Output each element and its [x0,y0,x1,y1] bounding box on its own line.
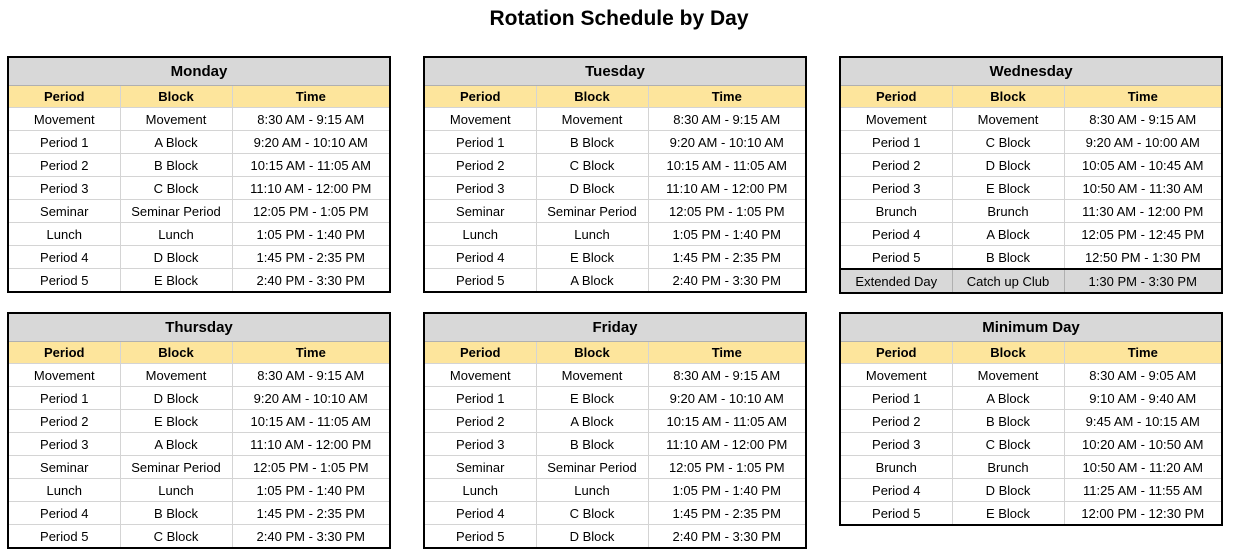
table-row [840,456,1222,479]
table-row [424,269,806,293]
day-title: Minimum Day [840,313,1222,342]
time-cell: 2:40 PM - 3:30 PM [672,272,781,288]
day-title: Thursday [8,313,390,342]
time-cell: 12:05 PM - 1:05 PM [232,456,390,479]
table-row [840,131,1222,154]
time-cell: 9:20 AM - 10:10 AM [648,131,806,154]
schedule-table-thursday [7,312,391,549]
block-cell: Movement [952,364,1064,387]
period-cell: Movement [840,364,952,387]
block-cell: C Block [120,177,232,200]
table-row [840,479,1222,502]
block-cell: Movement [952,108,1064,131]
block-cell: Catch up Club [952,269,1064,293]
table-row [840,223,1222,246]
period-cell: Seminar [424,456,536,479]
time-cell: 10:15 AM - 11:05 AM [648,410,806,433]
table-row [8,433,390,456]
period-cell: Period 5 [424,525,536,549]
table-row [424,200,806,223]
table-row [8,154,390,177]
table-row [8,502,390,525]
table-row [840,364,1222,387]
block-header: Block [952,86,1064,108]
period-header: Period [8,86,120,108]
block-header: Block [120,86,232,108]
block-cell: E Block [536,246,648,269]
block-cell: B Block [120,502,232,525]
time-cell: 1:05 PM - 1:40 PM [232,479,390,502]
block-cell: B Block [536,433,648,456]
period-cell: Period 1 [8,387,120,410]
block-cell: Seminar Period [120,200,232,223]
block-cell: Lunch [120,223,232,246]
period-cell: Period 5 [8,269,120,293]
block-cell: D Block [952,479,1064,502]
table-row [8,364,390,387]
period-cell: Period 2 [840,154,952,177]
table-row [424,246,806,269]
block-cell: Movement [536,108,648,131]
time-header: Time [232,342,390,364]
block-cell: B Block [952,246,1064,270]
block-cell: Lunch [120,479,232,502]
time-cell: 9:45 AM - 10:15 AM [1064,410,1222,433]
time-cell: 1:05 PM - 1:40 PM [648,479,806,502]
period-cell: Seminar [8,456,120,479]
time-cell: 11:10 AM - 12:00 PM [232,177,390,200]
time-cell: 9:20 AM - 10:10 AM [232,131,390,154]
block-cell: D Block [536,177,648,200]
time-cell: 1:05 PM - 1:40 PM [648,223,806,246]
table-row [8,131,390,154]
day-title: Wednesday [840,57,1222,86]
table-row [8,269,390,293]
period-cell: Period 1 [424,387,536,410]
period-cell: Period 3 [8,177,120,200]
block-cell: D Block [536,525,648,549]
table-row [8,246,390,269]
period-cell: Period 3 [424,177,536,200]
time-cell: 11:10 AM - 12:00 PM [648,433,806,456]
table-row [8,456,390,479]
block-header: Block [536,342,648,364]
block-cell: B Block [120,154,232,177]
table-row [424,364,806,387]
time-cell: 1:05 PM - 1:40 PM [232,223,390,246]
table-row [840,108,1222,131]
block-cell: D Block [120,387,232,410]
block-cell: Brunch [952,200,1064,223]
table-row [424,502,806,525]
time-header: Time [1064,86,1222,108]
period-cell: Lunch [424,223,536,246]
time-cell: 11:10 AM - 12:00 PM [232,433,390,456]
table-row [840,177,1222,200]
table-row [840,410,1222,433]
time-cell: 2:40 PM - 3:30 PM [256,272,365,288]
block-cell: D Block [952,154,1064,177]
period-cell: Period 5 [424,269,536,293]
table-row [840,433,1222,456]
period-cell: Lunch [8,479,120,502]
time-cell: 8:30 AM - 9:15 AM [648,108,806,131]
table-row [8,223,390,246]
table-row [424,410,806,433]
time-cell: 8:30 AM - 9:15 AM [232,108,390,131]
time-cell: 11:25 AM - 11:55 AM [1064,479,1222,502]
time-cell: 2:40 PM - 3:30 PM [256,528,365,544]
block-cell: C Block [952,131,1064,154]
time-cell: 1:30 PM - 3:30 PM [1064,269,1222,293]
column-headers [424,86,806,108]
block-cell: E Block [952,502,1064,526]
period-cell: Period 4 [424,502,536,525]
table-row [840,502,1222,526]
time-cell: 12:00 PM - 12:30 PM [1081,505,1205,521]
time-cell: 2:40 PM - 3:30 PM [672,528,781,544]
block-cell: A Block [536,410,648,433]
period-header: Period [424,86,536,108]
period-cell: Period 4 [8,502,120,525]
time-cell: 8:30 AM - 9:15 AM [232,364,390,387]
time-cell: 8:30 AM - 9:15 AM [648,364,806,387]
period-cell: Period 2 [8,410,120,433]
time-cell: 12:05 PM - 1:05 PM [232,200,390,223]
period-header: Period [840,342,952,364]
time-cell: 10:50 AM - 11:30 AM [1064,177,1222,200]
time-cell: 1:45 PM - 2:35 PM [232,502,390,525]
period-cell: Extended Day [840,269,952,293]
period-cell: Movement [424,364,536,387]
period-cell: Seminar [424,200,536,223]
block-cell: Lunch [536,479,648,502]
table-row [840,246,1222,270]
block-cell: A Block [952,223,1064,246]
table-row [424,223,806,246]
time-header: Time [648,342,806,364]
period-cell: Period 4 [840,479,952,502]
period-cell: Period 3 [8,433,120,456]
period-cell: Period 1 [840,387,952,410]
period-cell: Period 5 [840,502,952,526]
column-headers [840,342,1222,364]
period-cell: Period 2 [840,410,952,433]
period-cell: Period 2 [424,154,536,177]
table-row [8,108,390,131]
block-cell: E Block [536,387,648,410]
schedule-table-friday [423,312,807,549]
time-cell: 9:20 AM - 10:10 AM [648,387,806,410]
period-cell: Movement [8,364,120,387]
block-cell: B Block [536,131,648,154]
period-cell: Lunch [424,479,536,502]
column-headers [8,86,390,108]
time-cell: 12:05 PM - 12:45 PM [1064,223,1222,246]
table-row [8,525,390,549]
table-row [8,177,390,200]
time-cell: 10:50 AM - 11:20 AM [1064,456,1222,479]
time-cell: 12:05 PM - 1:05 PM [648,200,806,223]
period-cell: Period 5 [8,525,120,549]
schedule-table-monday [7,56,391,293]
period-cell: Period 4 [8,246,120,269]
table-row [840,387,1222,410]
time-cell: 10:05 AM - 10:45 AM [1064,154,1222,177]
block-cell: B Block [952,410,1064,433]
block-cell: A Block [536,269,648,293]
page-title: Rotation Schedule by Day [489,7,749,30]
time-cell: 9:20 AM - 10:10 AM [232,387,390,410]
period-cell: Brunch [840,200,952,223]
period-cell: Movement [840,108,952,131]
period-header: Period [424,342,536,364]
table-row [840,200,1222,223]
time-cell: 10:15 AM - 11:05 AM [232,154,390,177]
block-cell: Brunch [952,456,1064,479]
time-cell: 10:20 AM - 10:50 AM [1064,433,1222,456]
time-header: Time [648,86,806,108]
table-row [424,177,806,200]
column-headers [424,342,806,364]
block-cell: C Block [952,433,1064,456]
time-header: Time [232,86,390,108]
table-row [424,433,806,456]
block-cell: Movement [120,108,232,131]
time-cell: 10:15 AM - 11:05 AM [648,154,806,177]
period-cell: Period 4 [840,223,952,246]
schedule-table-minimum-day [839,312,1223,526]
block-cell: Seminar Period [536,456,648,479]
time-cell: 8:30 AM - 9:05 AM [1064,364,1222,387]
day-title: Friday [424,313,806,342]
table-row [424,479,806,502]
period-header: Period [8,342,120,364]
time-cell: 11:30 AM - 12:00 PM [1064,200,1222,223]
period-cell: Period 4 [424,246,536,269]
block-cell: Seminar Period [120,456,232,479]
schedule-table-wednesday [839,56,1223,294]
table-row [8,479,390,502]
block-cell: C Block [120,525,232,549]
time-cell: 8:30 AM - 9:15 AM [1064,108,1222,131]
period-cell: Period 1 [8,131,120,154]
block-cell: A Block [120,131,232,154]
block-header: Block [536,86,648,108]
block-cell: Lunch [536,223,648,246]
extended-day-row [840,269,1222,293]
block-cell: A Block [952,387,1064,410]
time-cell: 1:45 PM - 2:35 PM [232,246,390,269]
table-row [424,154,806,177]
time-cell: 12:05 PM - 1:05 PM [648,456,806,479]
column-headers [840,86,1222,108]
period-header: Period [840,86,952,108]
block-cell: A Block [120,433,232,456]
period-cell: Brunch [840,456,952,479]
period-cell: Lunch [8,223,120,246]
time-cell: 11:10 AM - 12:00 PM [648,177,806,200]
day-title: Monday [8,57,390,86]
column-headers [8,342,390,364]
table-row [424,387,806,410]
table-row [840,154,1222,177]
time-cell: 9:10 AM - 9:40 AM [1064,387,1222,410]
time-cell: 9:20 AM - 10:00 AM [1064,131,1222,154]
table-row [424,108,806,131]
time-cell: 12:50 PM - 1:30 PM [1064,246,1222,270]
table-row [424,131,806,154]
block-cell: Movement [120,364,232,387]
period-cell: Movement [424,108,536,131]
time-header: Time [1064,342,1222,364]
period-cell: Period 2 [8,154,120,177]
time-cell: 10:15 AM - 11:05 AM [232,410,390,433]
schedule-table-tuesday [423,56,807,293]
block-cell: Seminar Period [536,200,648,223]
table-row [8,200,390,223]
table-row [8,387,390,410]
period-cell: Movement [8,108,120,131]
block-header: Block [952,342,1064,364]
table-row [8,410,390,433]
day-title: Tuesday [424,57,806,86]
time-cell: 1:45 PM - 2:35 PM [648,246,806,269]
block-cell: E Block [952,177,1064,200]
block-cell: E Block [120,269,232,293]
block-header: Block [120,342,232,364]
period-cell: Period 5 [840,246,952,270]
period-cell: Period 1 [424,131,536,154]
block-cell: E Block [120,410,232,433]
period-cell: Seminar [8,200,120,223]
table-row [424,456,806,479]
table-row [424,525,806,549]
block-cell: C Block [536,502,648,525]
time-cell: 1:45 PM - 2:35 PM [648,502,806,525]
block-cell: Movement [536,364,648,387]
block-cell: C Block [536,154,648,177]
period-cell: Period 3 [424,433,536,456]
period-cell: Period 2 [424,410,536,433]
block-cell: D Block [120,246,232,269]
period-cell: Period 1 [840,131,952,154]
period-cell: Period 3 [840,433,952,456]
period-cell: Period 3 [840,177,952,200]
